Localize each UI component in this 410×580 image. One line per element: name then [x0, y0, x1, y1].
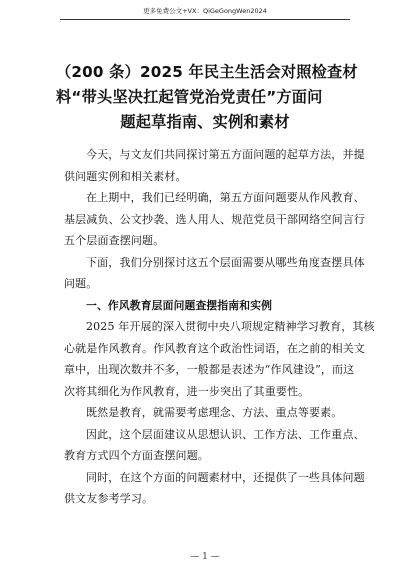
title-line: 题起草指南、实例和素材 [120, 113, 290, 131]
paragraph-line: 基层减负、公文抄袭、选人用人、规范党员干部网络空间言行 [64, 212, 366, 226]
paragraph-materials [64, 467, 365, 510]
paragraph-line: 章中，出现次数并不多，一般都是表述为“作风建设”，而这 [64, 363, 355, 376]
paragraph-intro [64, 144, 365, 187]
document-body [64, 144, 375, 510]
paragraph-line: 同时，在这个方面的问题素材中，还提供了一些具体问题 [86, 470, 365, 484]
header-divider [60, 19, 350, 20]
paragraph-line: 因此，这个层面建议从思想认识、工作方法、工作重点、 [86, 427, 365, 441]
document-title [56, 60, 358, 135]
paragraph-previous-issue [64, 187, 366, 252]
paragraph-next-steps [64, 252, 365, 295]
paragraph-line: 在上期中，我们已经明确，第五方面问题要从作风教育、 [86, 191, 365, 204]
page-number: — 1 — [190, 552, 220, 562]
paragraph-line: 问题。 [64, 277, 98, 290]
paragraph-line: 五个层面查摆问题。 [64, 234, 165, 247]
paragraph-line: 心就是作风教育。作风教育这个政治性词语，在之前的相关文 [64, 341, 366, 355]
paragraph-line: 今天，与文友们共同探讨第五方面问题的起草方法，并提 [86, 148, 365, 161]
paragraph-four-aspects [64, 424, 365, 467]
paragraph-line: 教育方式四个方面查摆问题。 [64, 449, 209, 462]
paragraph-line: 下面，我们分别探讨这五个层面需要从哪些角度查摆具体 [86, 255, 365, 269]
paragraph-line: 既然是教育，就需要考虑理念、方法、重点等要素。 [86, 406, 343, 419]
header-note: 更多免费公文+VX：QiGeGongWen2024 [143, 7, 267, 15]
paragraph-elements [64, 402, 350, 424]
paragraph-line: 供文友参考学习。 [64, 492, 154, 505]
section-heading: 一、作风教育层面问题查摆指南和实例 [86, 298, 273, 312]
paragraph-line: 2025 年开展的深入贯彻中央八项规定精神学习教育，其核 [86, 320, 375, 333]
paragraph-line: 供问题实例和相关素材。 [64, 169, 187, 183]
title-line: 料“带头坚决扛起管党治党责任”方面问 [56, 88, 323, 106]
paragraph-line: 次将其细化为作风教育，进一步突出了其重要性。 [64, 384, 310, 398]
paragraph-style-education [64, 316, 375, 402]
title-line: （200 条）2025 年民主生活会对照检查材 [56, 63, 358, 81]
